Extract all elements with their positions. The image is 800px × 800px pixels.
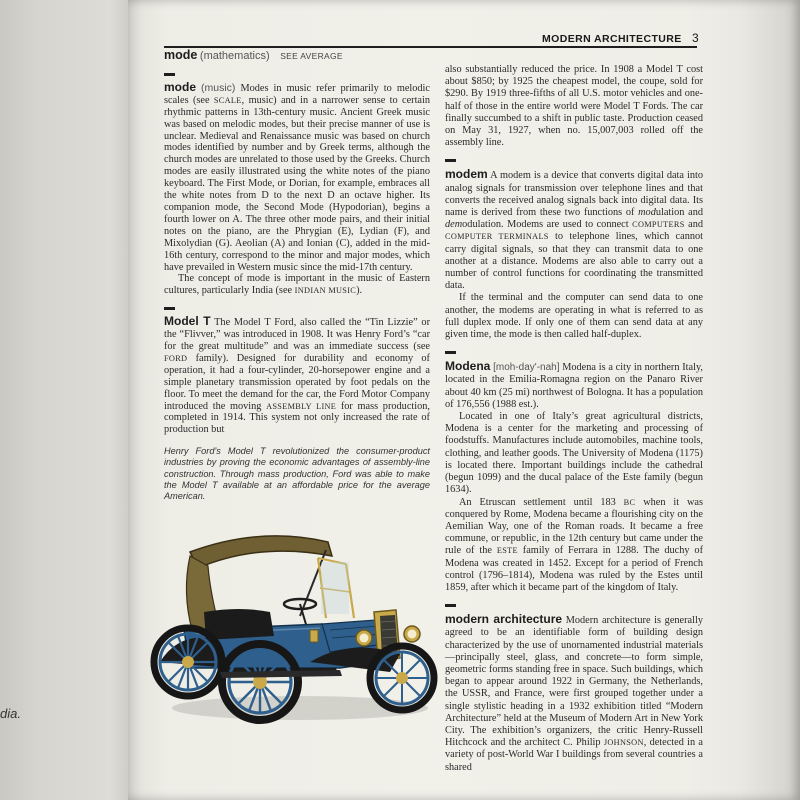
entry-text: The Model T Ford, also called the “Tin Lizzie” or the “Flivver,” was introduced in 1908. It was Henry Ford’s “car for the great multitude” and was an immediate success (see [164,317,431,353]
right-column [445,64,703,774]
entry-text: Modern architecture is generally agreed to be an identifiable form of building design characterized by the use of unornamented industrial materials—principally steel, glass, and concrete—to form simple, geometric forms standing free in space. Such buildings, which began to appear around 1922 in Germany, the Netherlands, the USSR, and France, were first grouped together under a single stylistic heading in a 1932 exhibition titled “Modern Architecture” held at the Museum of Modern Art in New York City. The exhibition’s organizers, the critic Henry-Russell Hitchcock and the architect C. Philip [445,615,703,749]
entry-mode-mathematics [164,50,430,63]
entry-separator [164,307,175,310]
entry-text: ulation and [655,207,704,219]
entry-text: when it was conquered by Rome, Modena became a flourishing city on the Aemilian Way, one of the Roman roads. It became a free commune, or republic, in the 12th century but came under the rule of the [445,496,704,557]
cross-reference: COMPUTERS [632,220,685,230]
figure-caption: Henry Ford’s Model T revolutionized the consumer-product industries by proving the economic advantages of assembly-line construction. Through mass production, Ford was able to make the Model T available at an affordable price for the average American. [164,446,430,502]
entry-separator [445,351,456,354]
entry-modem [445,168,703,341]
running-head: MODERN ARCHITECTURE [542,33,682,45]
headword: Model T [164,314,211,329]
headword-qualifier: (mathematics) [199,50,270,62]
era-abbreviation: BC [623,497,636,507]
entry-text: to telephone lines, which cannot carry digital signals, so that they can transmit data to one another at a distance. Modems are also able to carry out a number of control functions for coordinating the transmitted data. [445,231,703,292]
entry-text: The concept of mode is important in the music of Eastern cultures, particularly India (see [164,273,430,297]
entry-text: Modena is a city in northern Italy, located in the Emilia-Romagna region on the Panaro River about 40 km (25 mi) northwest of Bologna. It has a population of 176,556 (1988 est.). [445,362,703,410]
pronunciation: [moh-day'-nah] [493,362,560,374]
cross-reference: SCALE [213,95,242,105]
headword: mode [164,79,197,94]
entry-text: If the terminal and the computer can send data to one another, the modems are operating in what is referred to as full duplex mode. If only one of them can send data at any given time, the mode is then called half-duplex. [445,292,703,341]
entry-text: ). [356,285,363,297]
headword: Modena [445,359,491,374]
model-t-car-drawing [150,512,440,728]
entry-text-emphasis: mod [638,207,656,219]
entry-text: also substantially reduced the price. In 1908 a Model T cost about $850; by 1925 the cheapest model, the coupe, sold for $290. By 1919 three-fifths of all U.S. motor vehicles and one-half of those in the entire world were Model T Fords. The car finally succumbed to a shift in public taste. Production ceased on May 31, 1927, when no. 15,007,003 rolled off the assembly line. [445,64,703,149]
entry-text: , music) and in a narrower sense to certain rhythmic patterns in 13th-century music. Ancient Greek music was based on melodic modes, but their precise manner of use is unclear. Medieval and Renaissance music was based on church modes identified by number and by Greek terms, although the church modes are unrelated to those used by the Greeks. Church modes are easily illustrated using the white notes of the piano keyboard. The First Mode, or Dorian, for example, embraces all the white notes from D to the next D an octave higher. Its companion mode, the Second Mode (Hypodorian), begins a fourth lower on A. The three other mode pairs, and their initial notes on the piano, are the Phrygian (E), Lydian (F), and Mixolydian (G). Aeolian (A) and Ionian (C), added in the mid-16th century, correspond to the minor and major modes, which have prevailed in Western music since the mid-17th century. [164,94,431,273]
entry-separator [164,73,175,76]
cross-reference: COMPUTER TERMINALS [445,232,549,242]
entry-text: Located in one of Italy’s great agricultural districts, Modena is a center for the marketing and processing of foodstuffs. Manufactures include automobiles, machine tools, clothing, and leather goods. The University of Modena (1175) is located there. Important buildings include the cathedral (begun 1099) and the ducal palace of the Este family (begun 1634). [445,411,703,496]
entry-text: odulation. Modems are used to connect [462,219,633,231]
headword: modem [445,167,488,182]
headword: modern architecture [445,612,563,627]
cross-reference: JOHNSON [603,738,644,748]
headword-qualifier: (music) [201,81,236,94]
rear-wheel [154,628,222,696]
cross-reference: ASSEMBLY LINE [266,401,337,411]
entry-modern-architecture [445,613,703,774]
cross-reference: FORD [164,353,188,363]
entry-text: for mass production, completed in 1914. This system not only increased the rate of production but [164,400,430,436]
page-shading [740,0,800,800]
headword: mode [164,48,198,62]
entry-model-t-continued [445,64,703,149]
entry-separator [445,159,456,162]
cross-reference: ESTE [496,546,518,556]
cross-reference: SEE AVERAGE [280,51,343,61]
entry-text: Modes in music refer primarily to melodic scales (see [164,82,430,106]
entry-separator [445,604,456,607]
entry-text: family of Ferrara in 1288. The duchy of Modena was created in 1452. Except for a period of French control (1796–1814), Modena was ruled by the Estes until 1859, after which it became part of the kingdom of Italy. [445,545,704,593]
entry-text-emphasis: dem [445,219,463,231]
entry-text: An Etruscan settlement until 183 [459,496,624,508]
left-column [164,50,430,502]
entry-text: A modem is a device that converts digital data into analog signals for transmission over telephone lines and that converts the received analog signals back into digital data. Its name is derived from these two functions of [445,170,703,219]
front-wheel-far [370,646,434,710]
entry-modena [445,360,703,594]
facing-page-text-fragment: dia. [0,706,21,721]
front-wheel-near [222,644,298,720]
model-t-illustration [150,512,440,728]
facing-page-edge [0,0,130,800]
entry-text: and [684,219,703,231]
cross-reference: INDIAN MUSIC [294,286,357,296]
page-number: 3 [692,31,699,45]
entry-mode-music [164,79,431,297]
entry-text: , detected in a variety of post-World War I buildings from several countries a shared [445,737,703,773]
entry-text: family). Designed for durability and economy of operation, it had a four-cylinder, 20-horsepower engine and a simple planetary transmission operated by foot pedals on the floor. To meet the demand for the car, the Ford Motor Company introduced the moving [164,352,430,412]
header-rule [164,46,697,48]
entry-model-t [164,316,430,502]
